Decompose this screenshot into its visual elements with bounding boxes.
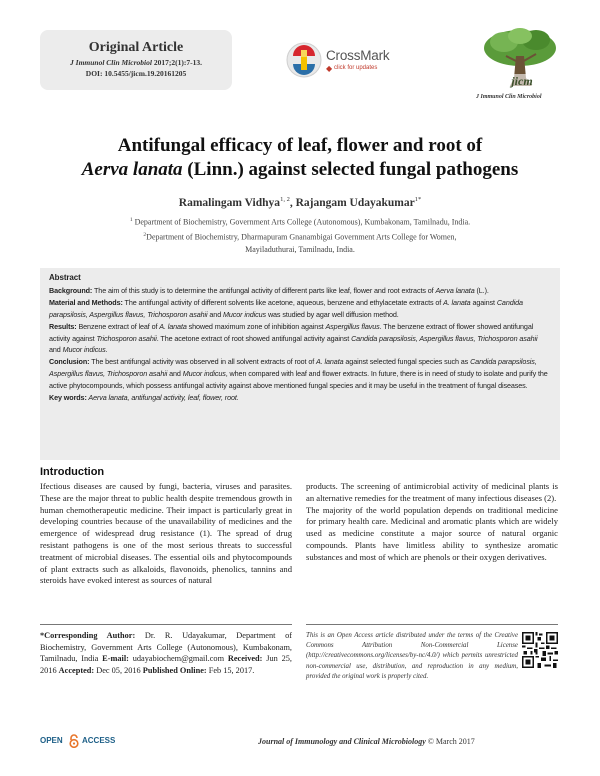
introduction-heading: Introduction <box>40 466 105 478</box>
article-title <box>0 134 600 182</box>
article-type: Original Article <box>88 40 184 55</box>
citation <box>40 58 232 67</box>
intro-right-paragraph-2: The majority of the world population depends on traditional medicine for primary health care. Medicinal and aromatic plants which are widely used as medicine constitute a major source of natural organic compounds. Plants have limitless ability to synthesize aromatic substances and most of which are phenols or their oxygen derivatives. <box>306 504 558 562</box>
crossmark-sub: click for updates <box>334 65 378 71</box>
abstract-box <box>40 268 560 460</box>
page-footer <box>258 737 475 746</box>
crossmark-name: CrossMark <box>326 48 390 63</box>
abstract-conclusion: Conclusion: The best antifungal activity was observed in all solvent extracts of root of A. lanata against selected fungal species such as Candida parapsilosis, Aspergillus flavus, Trichosporon asahii and Mucor indicus, when compared with leaf and flower extracts. In future, there is in need of study to isolate and purify the active phytocompounds, which possess antifungal activity against above mentioned fungal species and it may be useful in the treatment of fungal diseases. <box>49 357 548 391</box>
intro-right-paragraph-1: products. The screening of antimicrobial activity of medicinal plants is an alternative remedies for the treatment of many infectious diseases (2). <box>306 481 558 503</box>
author-2-affil: 1* <box>414 196 422 203</box>
crossmark-arrow-icon: ◆ <box>326 64 333 73</box>
corresponding-author: *Corresponding Author: Dr. R. Udayakumar, Department of Biochemistry, Government Arts College (Autonomous), Kumbakonam, Tamilnadu, India E-mail: udayabiochem@gmail.com Received: Jun 25, 2016 Accepted: Dec 05, 2016 Published Online: Feb 15, 2017. <box>40 631 292 675</box>
affiliation-1: $^1$ Department of Biochemistry, Government Arts College (Autonomous), Kumbakonam, Tamilnadu, India. <box>129 217 471 227</box>
abstract-results: Results: Benzene extract of leaf of A. lanata showed maximum zone of inhibition against Aspergillus flavus. The benzene extract of flower showed antifungal activity against Trichosporon asahii. The acetone extract of root showed antifungal activity against Candida parapsilosis, Aspergillus flavus, Trichosporon asahii and Mucor indicus. <box>49 321 538 355</box>
citation-details: 2017;2(1):7-13. <box>153 58 202 67</box>
abstract-keywords: Key words: Aerva lanata, antifungal activity, leaf, flower, root. <box>49 393 239 403</box>
crossmark-icon <box>286 42 322 78</box>
journal-logo-text: jicm <box>511 74 533 88</box>
open-access-right: ACCESS <box>82 736 116 745</box>
open-access-left: OPEN <box>40 736 63 745</box>
title-line-1: Antifungal efficacy of leaf, flower and root of <box>117 135 483 156</box>
footer-copyright: © March 2017 <box>425 737 475 746</box>
crossmark-badge[interactable] <box>286 42 414 78</box>
author-1-affil: 1, 2 <box>280 196 290 203</box>
intro-right-column <box>306 481 558 564</box>
article-type-box <box>40 30 232 90</box>
doi[interactable]: DOI: 10.5455/jicm.19.20161205 <box>85 69 187 79</box>
journal-logo-caption: J Immunol Clin Microbiol <box>476 94 542 100</box>
authors <box>0 196 600 209</box>
abstract-methods: Material and Methods: The antifungal activity of different solvents like acetone, aqueous, benzene and ethylacetate extracts of A. lanata against Candida parapsilosis, Aspergillus flavus, Trichosporon asahii and Mucor indicus was studied by agar well diffusion method. <box>49 297 523 319</box>
title-line-2 <box>0 158 600 182</box>
author-email[interactable]: udayabiochem@gmail.com <box>128 654 228 664</box>
affiliation-2: $^2$Department of Biochemistry, Dharmapuram Gnanambigai Government Arts College for Women, <box>143 231 457 242</box>
author-2: Rajangam Udayakumar <box>295 196 415 209</box>
title-species: Aerva lanata <box>81 159 183 180</box>
abstract-background: Background: The aim of this study is to determine the antifungal activity of different parts like leaf, flower and root extracts of Aerva lanata (L.). <box>49 285 489 295</box>
open-lock-icon <box>68 734 80 748</box>
citation-journal: J Immunol Clin Microbiol <box>70 58 152 67</box>
intro-left-column: Ifectious diseases are caused by fungi, bacteria, viruses and parasites. These are the major threat to public health despite tremendous growth in human chemotherapeutic medicine. Their impact is particularly great in developing countries because of the unavailability of medicines and the emergence of widespread drug resistance (1). The spread of drug resistant pathogens is one of the most serious threats to successful treatment of microbial diseases. The essential oils and phytocompounds of plant extracts such as alkaloids, flavonoids, phenolics, tannins and steroids have evoked interest as sources of natural <box>40 481 292 586</box>
license-note: This is an Open Access article distributed under the terms of the Creative Commons Attribution Non-Commercial License (http://creativecommons.org/licenses/by-nc/4.0/) which permits unrestricted non-commercial use, distribution, and reproduction in any medium, provided the original work is properly cited. <box>306 632 518 680</box>
affiliations <box>0 214 600 256</box>
footnote-divider-left <box>40 624 292 625</box>
footer-journal: Journal of Immunology and Clinical Microbiology <box>258 737 426 746</box>
author-1: Ramalingam Vidhya <box>178 196 281 209</box>
qr-code-icon[interactable] <box>522 632 558 668</box>
title-line-2-rest: (Linn.) against selected fungal pathogens <box>182 159 519 180</box>
open-access-logo <box>40 734 140 748</box>
journal-logo-tree-icon <box>480 26 562 94</box>
affiliation-2-cont: Mayiladuthurai, Tamilnadu, India. <box>245 245 355 255</box>
footnote-divider-right <box>306 624 558 625</box>
author-separator: , <box>289 196 296 209</box>
abstract-heading: Abstract <box>49 273 81 282</box>
